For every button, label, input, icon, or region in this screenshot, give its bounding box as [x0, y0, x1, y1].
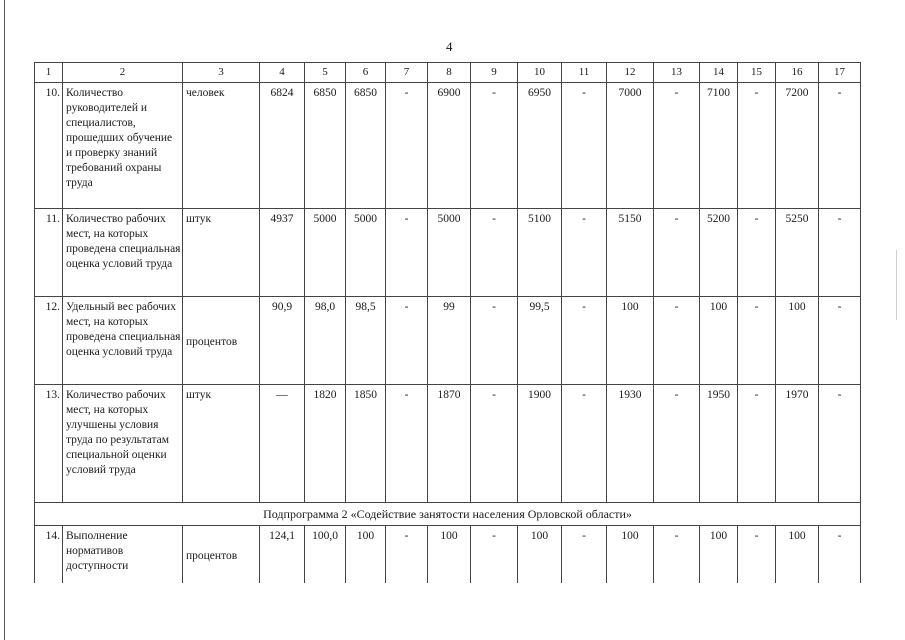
value-cell: - — [819, 297, 861, 385]
value-cell: 5150 — [607, 209, 654, 297]
value-cell: 1850 — [346, 385, 386, 503]
value-cell: 5250 — [776, 209, 819, 297]
header-cell: 5 — [305, 63, 346, 83]
unit-cell: человек — [183, 83, 260, 209]
value-cell: - — [738, 297, 776, 385]
value-cell: 6850 — [305, 83, 346, 209]
value-cell: 5200 — [700, 209, 738, 297]
value-cell: - — [471, 209, 518, 297]
value-cell: - — [386, 297, 428, 385]
value-cell: - — [819, 385, 861, 503]
value-cell: 100 — [346, 526, 386, 584]
value-cell: - — [654, 297, 700, 385]
table-row — [35, 526, 861, 584]
header-cell: 14 — [700, 63, 738, 83]
value-cell: 6900 — [428, 83, 471, 209]
header-cell: 10 — [518, 63, 562, 83]
value-cell: - — [738, 385, 776, 503]
value-cell: 1820 — [305, 385, 346, 503]
value-cell: 100 — [607, 526, 654, 584]
right-margin-mark — [896, 250, 897, 320]
value-cell: - — [562, 526, 607, 584]
indicators-table — [34, 62, 861, 583]
value-cell: - — [738, 209, 776, 297]
value-cell: 1930 — [607, 385, 654, 503]
unit-cell: процентов — [183, 526, 260, 584]
value-cell: 98,0 — [305, 297, 346, 385]
value-cell: - — [386, 526, 428, 584]
value-cell: 100 — [700, 526, 738, 584]
value-cell: - — [471, 83, 518, 209]
header-cell: 17 — [819, 63, 861, 83]
indicator-name: Удельный вес рабочих мест, на которых проведена специальная оценка условий труда — [63, 297, 183, 385]
header-cell: 13 — [654, 63, 700, 83]
value-cell: - — [562, 209, 607, 297]
left-margin-rule — [4, 0, 5, 640]
value-cell: 5000 — [428, 209, 471, 297]
row-number: 10. — [35, 83, 63, 209]
indicator-name: Количество рабочих мест, на которых проведена специальная оценка условий труда — [63, 209, 183, 297]
value-cell: 6950 — [518, 83, 562, 209]
value-cell: 1950 — [700, 385, 738, 503]
value-cell: - — [562, 385, 607, 503]
value-cell: 100 — [607, 297, 654, 385]
value-cell: - — [471, 526, 518, 584]
value-cell: 100 — [518, 526, 562, 584]
value-cell: - — [819, 526, 861, 584]
value-cell: - — [562, 83, 607, 209]
header-cell: 15 — [738, 63, 776, 83]
row-number: 12. — [35, 297, 63, 385]
value-cell: - — [654, 526, 700, 584]
header-cell: 7 — [386, 63, 428, 83]
value-cell: 98,5 — [346, 297, 386, 385]
header-cell: 6 — [346, 63, 386, 83]
value-cell: 6824 — [260, 83, 305, 209]
value-cell: - — [386, 385, 428, 503]
unit-cell: штук — [183, 209, 260, 297]
row-number: 14. — [35, 526, 63, 584]
header-cell: 9 — [471, 63, 518, 83]
header-cell: 3 — [183, 63, 260, 83]
value-cell: - — [471, 385, 518, 503]
value-cell: 99 — [428, 297, 471, 385]
value-cell: 1870 — [428, 385, 471, 503]
indicator-name: Количество рабочих мест, на которых улучшены условия труда по результатам специальной оценки условий труда — [63, 385, 183, 503]
header-cell: 8 — [428, 63, 471, 83]
value-cell: 100,0 — [305, 526, 346, 584]
header-cell: 4 — [260, 63, 305, 83]
value-cell: - — [386, 209, 428, 297]
indicator-name: Количество руководителей и специалистов, прошедших обучение и проверку знаний требований охраны труда — [63, 83, 183, 209]
value-cell: 124,1 — [260, 526, 305, 584]
section-row — [35, 503, 861, 526]
value-cell: 90,9 — [260, 297, 305, 385]
value-cell: 7000 — [607, 83, 654, 209]
value-cell: - — [738, 526, 776, 584]
value-cell: 7200 — [776, 83, 819, 209]
page-number: 4 — [446, 39, 453, 54]
value-cell: - — [562, 297, 607, 385]
value-cell: 5000 — [305, 209, 346, 297]
table-row — [35, 83, 861, 209]
subprogram-title: Подпрограмма 2 «Содействие занятости населения Орловской области» — [35, 503, 861, 526]
row-number: 11. — [35, 209, 63, 297]
header-cell: 2 — [63, 63, 183, 83]
value-cell: - — [654, 385, 700, 503]
value-cell: - — [654, 209, 700, 297]
value-cell: 6850 — [346, 83, 386, 209]
value-cell: - — [738, 83, 776, 209]
table-row — [35, 297, 861, 385]
value-cell: - — [654, 83, 700, 209]
value-cell: 1970 — [776, 385, 819, 503]
value-cell: 1900 — [518, 385, 562, 503]
value-cell: 99,5 — [518, 297, 562, 385]
unit-cell: штук — [183, 385, 260, 503]
value-cell: - — [819, 83, 861, 209]
value-cell: 100 — [428, 526, 471, 584]
header-cell: 11 — [562, 63, 607, 83]
table-row — [35, 385, 861, 503]
value-cell: 100 — [776, 526, 819, 584]
value-cell: 100 — [776, 297, 819, 385]
value-cell: — — [260, 385, 305, 503]
column-number-row — [35, 63, 861, 83]
value-cell: - — [471, 297, 518, 385]
value-cell: - — [819, 209, 861, 297]
header-cell: 16 — [776, 63, 819, 83]
indicator-name: Выполнение нормативов доступности — [63, 526, 183, 584]
value-cell: 4937 — [260, 209, 305, 297]
row-number: 13. — [35, 385, 63, 503]
value-cell: 5100 — [518, 209, 562, 297]
header-cell: 1 — [35, 63, 63, 83]
table-row — [35, 209, 861, 297]
value-cell: - — [386, 83, 428, 209]
value-cell: 5000 — [346, 209, 386, 297]
value-cell: 7100 — [700, 83, 738, 209]
value-cell: 100 — [700, 297, 738, 385]
header-cell: 12 — [607, 63, 654, 83]
unit-cell: процентов — [183, 297, 260, 385]
